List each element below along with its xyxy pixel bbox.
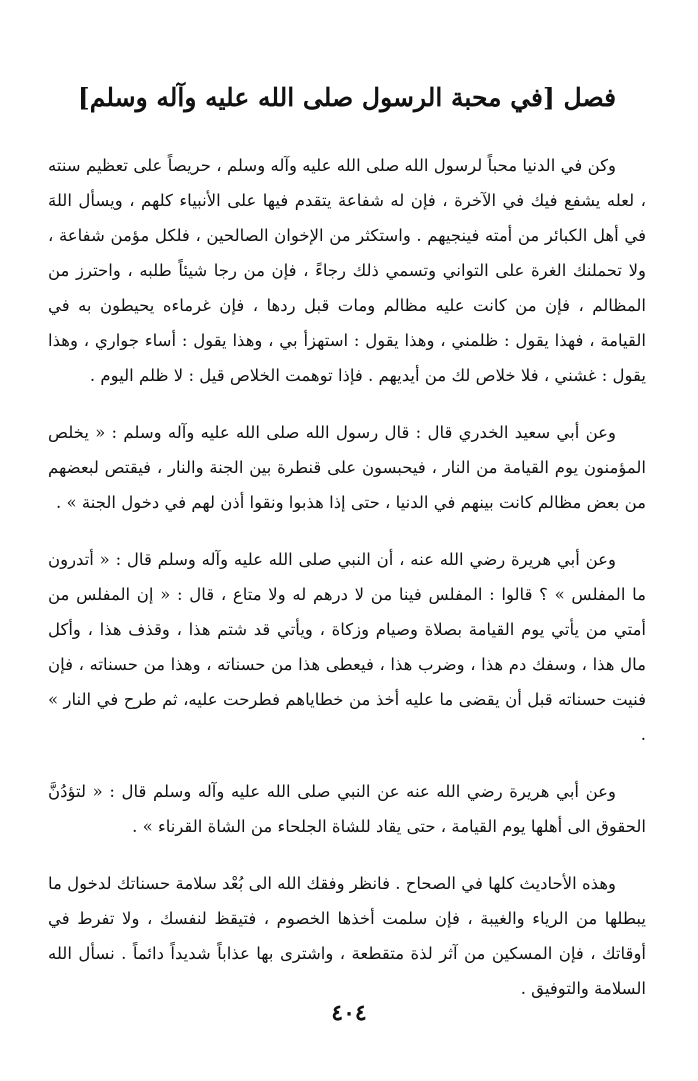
page-number: ٤٠٤ [331, 1000, 367, 1026]
paragraph-hadith-abu-said: وعن أبي سعيد الخدري قال : قال رسول الله صلى الله عليه وآله وسلم : « يخلص المؤمنون يوم القيامة من النار ، فيحبسون على قنطرة بين الجنة والنار ، فيقتص لبعضهم من بعض مظالم كانت بينهم في الدنيا ، حتى إذا هذبوا ونقوا أذن لهم في دخول الجنة » . [48, 423, 646, 512]
paragraph-love-of-prophet: وكن في الدنيا محباً لرسول الله صلى الله عليه وآله وسلم ، حريصاً على تعظيم سنته ، لعله يشفع فيك في الآخرة ، فإن له شفاعة يتقدم فيها على الأنبياء كلهم ، ويسأل اللهَ في أهل الكبائر من أمته فينجيهم . واستكثر من الإخوان الصالحين ، فلكل مؤمن شفاعة ، ولا تحملنك الغرة على التواني وتسمي ذلك رجاءً ، فإن من رجا شيئاً طلبه ، واحترز من المظالم ، فإن من كانت عليه مظالم ومات قبل ردها ، فإن غرماءه يحيطون به في القيامة ، فهذا يقول : ظلمني ، وهذا يقول : استهزأ بي ، وهذا يقول : أساء جواري ، وهذا يقول : غشني ، فلا خلاص لك من أيديهم . فإذا توهمت الخلاص قيل : لا ظلم اليوم . [48, 156, 646, 385]
paragraph-hadith-rights: وعن أبي هريرة رضي الله عنه عن النبي صلى الله عليه وآله وسلم قال : « لتؤدُنَّ الحقوق الى أهلها يوم القيامة ، حتى يقاد للشاة الجلحاء من الشاة القرناء » . [48, 782, 646, 836]
chapter-title: فصل [في محبة الرسول صلى الله عليه وآله وسلم] [77, 83, 617, 112]
paragraph-hadith-muflis: وعن أبي هريرة رضي الله عنه ، أن النبي صلى الله عليه وآله وسلم قال : « أتدرون ما المفلس » ؟ قالوا : المفلس فينا من لا درهم له ولا متاع ، قال : « إن المفلس من أمتي من يأتي يوم القيامة بصلاة وصيام وزكاة ، ويأتي قد شتم هذا ، وقذف هذا ، وأكل مال هذا ، وسفك دم هذا ، وضرب هذا ، فيعطى هذا من حسناته ، وهذا من حسناته ، فإن فنيت حسناته قبل أن يقضى ما عليه أخذ من خطاياهم فطرحت عليه، ثم طرح في النار » . [48, 550, 646, 744]
paragraph-conclusion: وهذه الأحاديث كلها في الصحاح . فانظر وفقك الله الى بُعْد سلامة حسناتك لدخول ما يبطلها من الرياء والغيبة ، فإن سلمت أخذها الخصوم ، فتيقظ لنفسك ، ولا تفرط في أوقاتك ، فإن المسكين من آثر لذة متقطعة ، واشترى بها عذاباً شديداً دائماً . نسأل الله السلامة والتوفيق . [48, 874, 646, 998]
